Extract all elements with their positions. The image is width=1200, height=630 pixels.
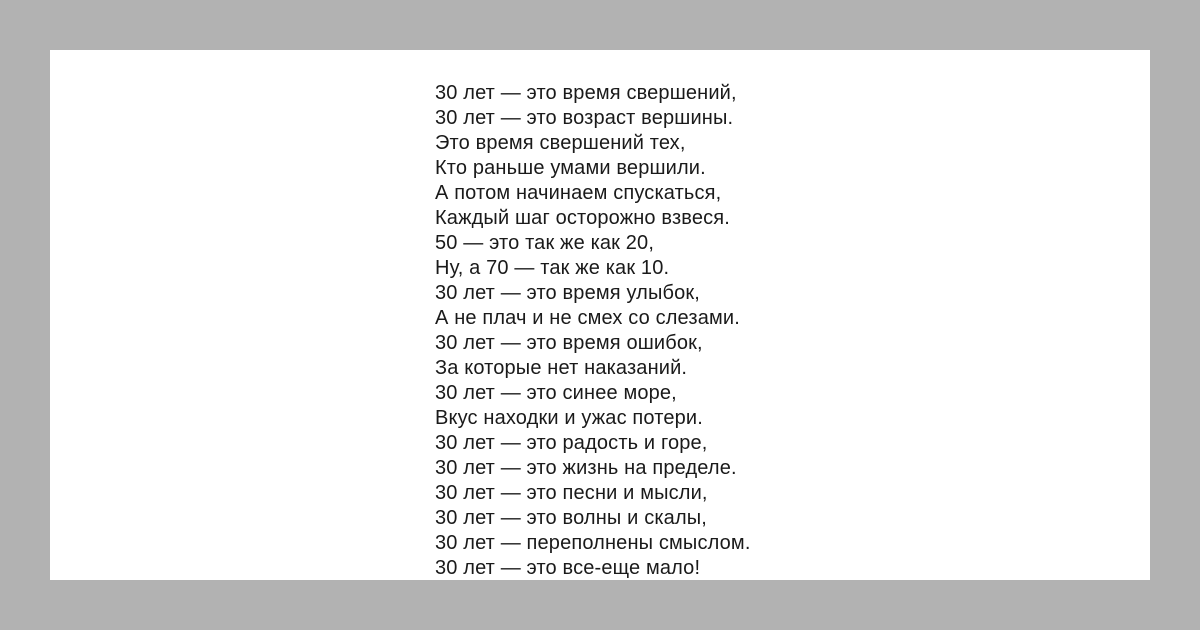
poem-line-3: Это время свершений тех,: [435, 132, 686, 154]
poem-line-7: 50 — это так же как 20,: [435, 232, 655, 254]
poem-line-8: Ну, а 70 — так же как 10.: [435, 257, 670, 279]
poem-line-10: А не плач и не смех со слезами.: [435, 307, 740, 329]
poem-line-6: Каждый шаг осторожно взвеся.: [435, 207, 730, 229]
poem-line-4: Кто раньше умами вершили.: [435, 157, 706, 179]
poem-line-16: 30 лет — это жизнь на пределе.: [435, 457, 737, 479]
poem-line-13: 30 лет — это синее море,: [435, 382, 677, 404]
poem-line-2: 30 лет — это возраст вершины.: [435, 107, 734, 129]
poem-line-20: 30 лет — это все-еще мало!: [435, 557, 701, 579]
poem-line-18: 30 лет — это волны и скалы,: [435, 507, 708, 529]
poem-line-9: 30 лет — это время улыбок,: [435, 282, 700, 304]
poem-line-1: 30 лет — это время свершений,: [435, 82, 737, 104]
poem-line-5: А потом начинаем спускаться,: [435, 182, 722, 204]
poem-line-14: Вкус находки и ужас потери.: [435, 407, 703, 429]
poem-text: [435, 81, 751, 580]
poem-line-17: 30 лет — это песни и мысли,: [435, 482, 708, 504]
poem-line-11: 30 лет — это время ошибок,: [435, 332, 703, 354]
poem-line-12: За которые нет наказаний.: [435, 357, 688, 379]
poem-card: [50, 50, 1150, 580]
poem-line-15: 30 лет — это радость и горе,: [435, 432, 708, 454]
poem-line-19: 30 лет — переполнены смыслом.: [435, 532, 751, 554]
